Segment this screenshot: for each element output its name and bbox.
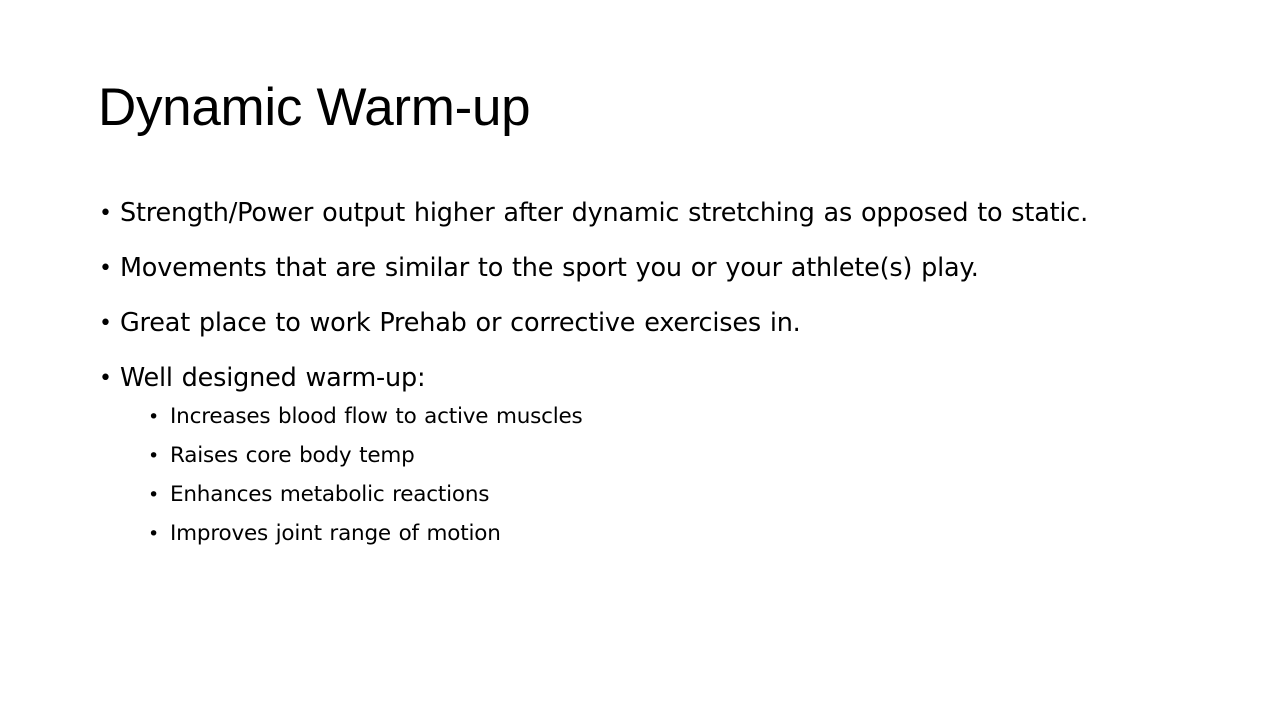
bullet-icon: • — [99, 311, 112, 336]
bullet-text: Movements that are similar to the sport you or your athlete(s) play. — [120, 253, 979, 283]
sub-bullet-item — [148, 442, 1184, 470]
sub-bullet-list — [120, 403, 1184, 548]
bullet-icon: • — [99, 256, 112, 281]
sub-bullet-item — [148, 481, 1184, 509]
bullet-icon: • — [148, 484, 160, 506]
sub-bullet-text: Improves joint range of motion — [170, 521, 501, 546]
bullet-icon: • — [148, 406, 160, 428]
bullet-icon: • — [148, 523, 160, 545]
slide-title: Dynamic Warm-up — [98, 78, 531, 137]
sub-bullet-text: Enhances metabolic reactions — [170, 482, 490, 507]
bullet-list — [98, 196, 1184, 559]
bullet-icon: • — [99, 366, 112, 391]
sub-bullet-text: Raises core body temp — [170, 443, 415, 468]
sub-bullet-text: Increases blood flow to active muscles — [170, 404, 583, 429]
sub-bullet-item — [148, 520, 1184, 548]
bullet-text: Well designed warm-up: — [120, 363, 426, 393]
bullet-text: Great place to work Prehab or corrective exercises in. — [120, 308, 801, 338]
bullet-item — [98, 306, 1184, 341]
bullet-item — [98, 196, 1184, 231]
sub-bullet-item — [148, 403, 1184, 431]
bullet-icon: • — [148, 445, 160, 467]
bullet-item — [98, 251, 1184, 286]
bullet-item — [98, 361, 1184, 548]
bullet-text: Strength/Power output higher after dynamic stretching as opposed to static. — [120, 198, 1089, 228]
bullet-icon: • — [99, 201, 112, 226]
